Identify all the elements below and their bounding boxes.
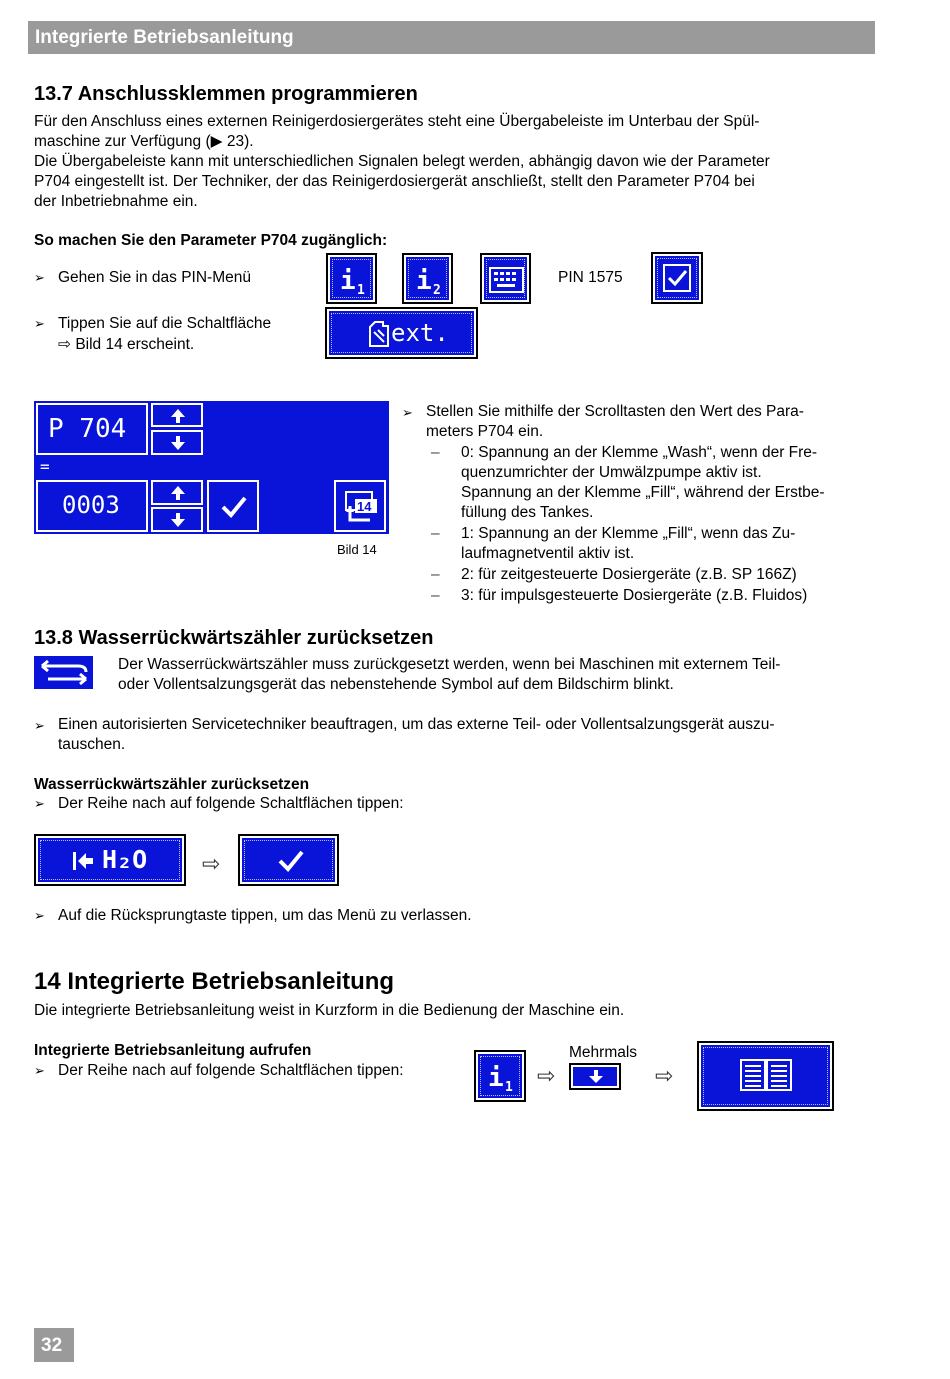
step-pin-menu: ➢ Gehen Sie in das PIN-Menü	[58, 269, 251, 287]
arrow-down-icon	[588, 1069, 604, 1084]
arrow-down-icon	[169, 512, 187, 528]
h2o-label: H₂O	[102, 845, 148, 874]
confirm-button-h2o[interactable]	[238, 834, 339, 886]
section-13-8-paragraph: Der Wasserrückwärtszähler muss zurückgesetzt werden, wenn bei Maschinen mit externem Teil- oder Vollentsalzungsgerät das nebenstehende Symbol auf dem Bildschirm blinkt.	[118, 656, 781, 693]
svg-text:1: 1	[357, 283, 365, 296]
manual-book-button[interactable]	[697, 1041, 834, 1111]
open-book-icon	[739, 1058, 793, 1094]
section-14-title: 14 Integrierte Betriebsanleitung	[34, 968, 395, 995]
check-icon	[219, 492, 249, 522]
info-2-button[interactable]	[402, 253, 453, 304]
section-13-7-paragraph-1: Für den Anschluss eines externen Reinigerdosiergerätes steht eine Übergabeleiste im Unterbau der Spül- maschine zur Verfügung (▶ 23). Die Übergabeleiste kann mit unterschiedlichen Signalen belegt werden, abhängig davon wie der Parameter P704 eingestellt ist. Der Techniker, der das Reinigerdosiergerät anschließt, stellt den Parameter P704 bei der Inbetriebnahme ein.	[34, 113, 770, 210]
step-tap-button: ➢ Tippen Sie auf die Schaltfläche	[58, 315, 271, 333]
screen-confirm-button[interactable]	[207, 480, 259, 532]
next-arrow-icon: ⇨	[537, 1063, 556, 1088]
subhead-open-manual: Integrierte Betriebsanleitung aufrufen	[34, 1042, 312, 1059]
dosing-container-icon	[367, 319, 391, 349]
next-arrow-icon: ⇨	[655, 1063, 674, 1088]
check-icon	[276, 847, 306, 875]
step-result: ⇨ Bild 14 erscheint.	[58, 336, 195, 353]
step-return: ➢ Auf die Rücksprungtaste tippen, um das Menü zu verlassen.	[58, 907, 472, 925]
subhead-p704: So machen Sie den Parameter P704 zugänglich:	[34, 232, 388, 249]
screen-bild-14	[34, 401, 389, 534]
section-13-8-title: 13.8 Wasserrückwärtszähler zurücksetzen	[34, 627, 434, 649]
value-label: 0003	[62, 491, 120, 519]
section-14-paragraph: Die integrierte Betriebsanleitung weist in Kurzform in die Bedienung der Maschine ein.	[34, 1002, 625, 1019]
water-counter-symbol	[34, 656, 93, 689]
param-display	[36, 403, 148, 455]
rewind-start-icon	[72, 850, 94, 872]
ext-label: ext.	[391, 319, 449, 347]
info-2-icon	[412, 263, 445, 296]
svg-text:1: 1	[505, 1080, 513, 1093]
back-button[interactable]	[334, 480, 386, 532]
info-1-button-manual[interactable]	[474, 1050, 526, 1102]
ext-button[interactable]	[325, 307, 478, 359]
water-exchange-icon	[34, 656, 93, 689]
scroll-down-button-manual[interactable]	[569, 1063, 621, 1090]
svg-text:2: 2	[433, 283, 441, 296]
section-13-7-title: 13.7 Anschlussklemmen programmieren	[34, 83, 418, 105]
info-1-icon	[484, 1060, 517, 1093]
check-icon	[662, 263, 692, 293]
arrow-up-icon	[169, 485, 187, 501]
subhead-reset-counter: Wasserrückwärtszähler zurücksetzen	[34, 776, 310, 793]
info-1-icon	[336, 263, 369, 296]
pin-code: PIN 1575	[558, 269, 623, 286]
option-0: – 0: Spannung an der Klemme „Wash“, wenn der Fre- quenzumrichter der Umwälzpumpe aktiv ist. Spannung an der Klemme „Fill“, während der Erstbe- füllung des Tankes.	[431, 444, 825, 521]
svg-text:i: i	[416, 266, 432, 296]
value-display	[36, 480, 148, 532]
next-arrow-icon: ⇨	[202, 851, 221, 876]
keyboard-button[interactable]	[480, 253, 531, 304]
svg-text:i: i	[340, 266, 356, 296]
repeat-label: Mehrmals	[569, 1044, 638, 1061]
result-arrow-icon: ⇨	[58, 336, 71, 353]
page-number: 32	[41, 1335, 63, 1356]
param-label: P 704	[48, 414, 127, 444]
step-service-tech: ➢ Einen autorisierten Servicetechniker beauftragen, um das externe Teil- oder Vollentsalzungsgerät auszu- tauschen.	[58, 715, 775, 755]
value-scroll-down-button[interactable]	[151, 507, 203, 532]
return-badge: 14	[357, 499, 372, 514]
step-set-p704: ➢ Stellen Sie mithilfe der Scrolltasten den Wert des Para- meters P704 ein.	[426, 402, 866, 442]
arrow-up-icon	[169, 408, 187, 424]
page-number-box	[34, 1328, 74, 1362]
arrow-down-icon	[169, 435, 187, 451]
confirm-button-pin[interactable]	[651, 252, 703, 304]
option-3: – 3: für impulsgesteuerte Dosiergeräte (z.B. Fluidos)	[431, 587, 808, 604]
header-bar	[28, 21, 875, 54]
step-tap-sequence-manual: ➢ Der Reihe nach auf folgende Schaltflächen tippen:	[58, 1062, 404, 1080]
info-1-button[interactable]	[326, 253, 377, 304]
figure-caption: Bild 14	[337, 542, 377, 557]
param-scroll-down-button[interactable]	[151, 430, 203, 455]
option-2: – 2: für zeitgesteuerte Dosiergeräte (z.B. SP 166Z)	[431, 566, 797, 583]
equals-sign: =	[40, 457, 50, 476]
option-1: – 1: Spannung an der Klemme „Fill“, wenn das Zu- laufmagnetventil aktiv ist.	[431, 525, 796, 562]
h2o-reset-button[interactable]	[34, 834, 186, 886]
param-scroll-up-button[interactable]	[151, 403, 203, 427]
value-scroll-up-button[interactable]	[151, 480, 203, 505]
keyboard-icon	[489, 267, 524, 293]
header-title: Integrierte Betriebsanleitung	[35, 27, 294, 48]
svg-text:i: i	[488, 1063, 504, 1093]
step-tap-sequence: ➢ Der Reihe nach auf folgende Schaltflächen tippen:	[58, 795, 404, 813]
